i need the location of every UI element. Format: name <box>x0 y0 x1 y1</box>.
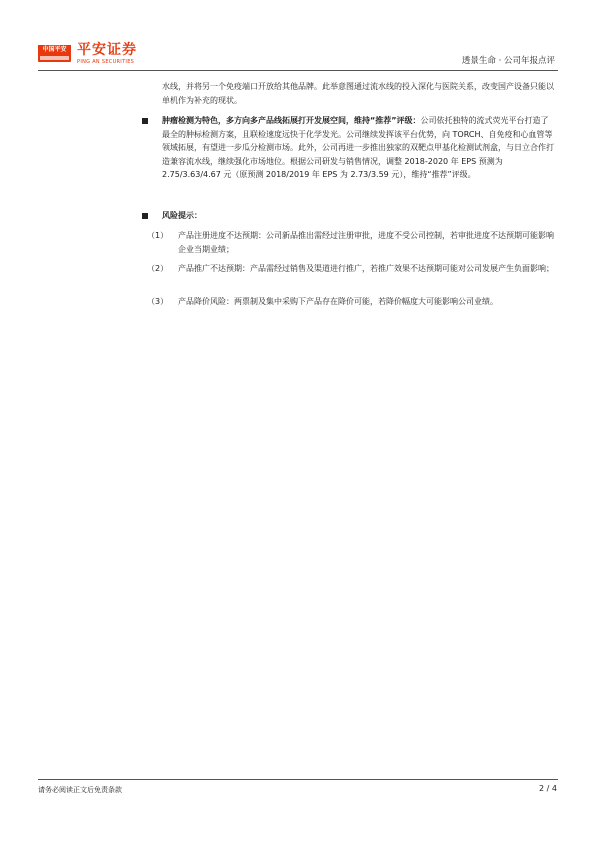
pingan-logo-icon <box>38 45 71 62</box>
header-divider <box>38 70 558 71</box>
risk-number: （1） <box>147 231 169 240</box>
risk-number: （2） <box>147 264 169 273</box>
logo-box-label: 中国平安 <box>38 45 71 55</box>
page-number: 2 / 4 <box>539 784 557 793</box>
bullet-square-icon <box>142 118 148 124</box>
risk-heading: 风险提示： <box>162 211 202 220</box>
brand-name: 平安证券 <box>77 42 137 58</box>
risk-number: （3） <box>147 297 169 306</box>
bullet-square-icon <box>142 213 148 219</box>
section-heading: 肿瘤检测为特色，多方向多产品线拓展打开发展空间，维持“推荐”评级： <box>162 116 421 125</box>
page-header <box>38 40 558 70</box>
risk-item: 产品注册进度不达预期：公司新品推出需经过注册审批，进度不受公司控制，若审批进度不达预期可能影响企业当期业绩； <box>178 231 554 254</box>
intro-paragraph: 水线，并将另一个免疫端口开放给其他品牌。此举意图通过流水线的投入深化与医院关系，改变国产设备只能以单机作为补充的现状。 <box>162 82 554 105</box>
logo-box-stripe <box>40 56 69 60</box>
risk-item: 产品推广不达预期：产品需经过销售及渠道进行推广，若推广效果不达预期可能对公司发展产生负面影响； <box>178 264 554 273</box>
section-paragraph <box>162 114 554 182</box>
footer-divider <box>38 779 558 780</box>
section-body: 公司依托独特的流式荧光平台打造了最全的肿标检测方案，且联检速度远快于化学发光。公司继续发挥该平台优势，向 TORCH、自免疫和心血管等领域拓展，有望进一步瓜分检测市场。此外，公司再进一步推出独家的双靶点甲基化检测试剂盒，与日立合作打造兼容流水线，继续强化市场地位。根据公司研发与销售情况，调整 2018-2020 年 EPS 预测为 2.75/3.63/4.67 元（原预测 2018/2019 年 EPS 为 2.73/3.59 元），维持“推荐”评级。 <box>162 116 554 179</box>
risk-item: 产品降价风险：两票制及集中采购下产品存在降价可能，若降价幅度大可能影响公司业绩。 <box>178 297 498 306</box>
footer-disclaimer: 请务必阅读正文后免责条款 <box>38 786 122 794</box>
report-title: 透景生命 · 公司年报点评 <box>461 56 555 66</box>
brand-subtitle: PING AN SECURITIES <box>77 59 135 65</box>
